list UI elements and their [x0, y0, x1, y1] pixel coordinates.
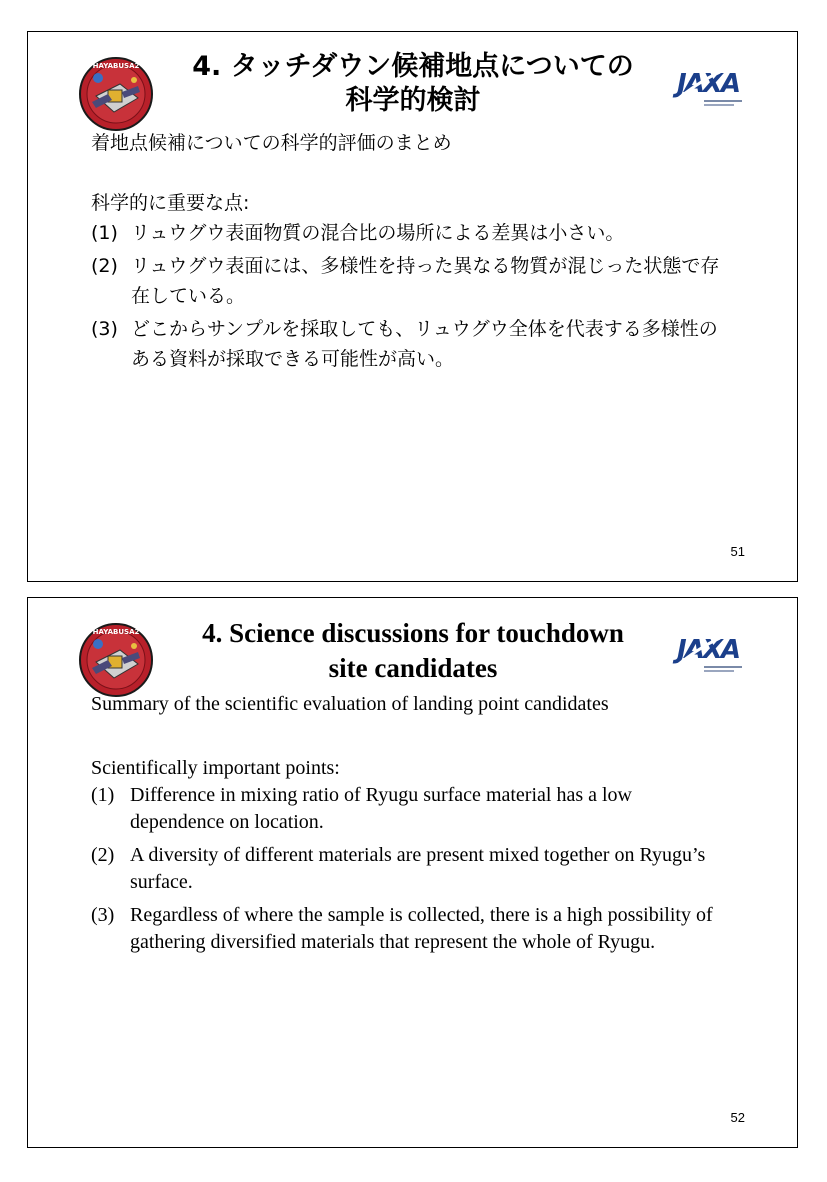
item-text: リュウグウ表面物質の混合比の場所による差異は小さい。: [131, 222, 625, 244]
jaxa-logo-lettering: JAXA: [677, 69, 739, 99]
slide-body: [91, 690, 731, 962]
item-number: (3): [91, 904, 115, 926]
slide-body: [91, 128, 731, 377]
slide-title-line1: 4. Science discussions for touchdown: [202, 618, 624, 648]
patch-lettering: HAYABUSA2: [92, 628, 140, 636]
item-number: (2): [91, 844, 115, 866]
hayabusa2-mission-patch: [78, 622, 154, 698]
slide-title-line2: site candidates: [328, 653, 498, 683]
list-item: [91, 902, 731, 956]
page-number: 52: [730, 1110, 745, 1125]
item-text: リュウグウ表面には、多様性を持った異なる物質が混じった状態で存在している。: [131, 255, 720, 307]
hayabusa2-mission-patch: [78, 56, 154, 132]
item-text: どこからサンプルを採取しても、リュウグウ全体を代表する多様性のある資料が採取できる可能性が高い。: [131, 318, 718, 370]
item-number: (1): [91, 784, 115, 806]
list-item: [91, 251, 731, 311]
points-heading: 科学的に重要な点:: [91, 192, 250, 214]
slide-english: [27, 597, 798, 1148]
list-item: [91, 782, 731, 836]
item-text: Difference in mixing ratio of Ryugu surface material has a low dependence on location.: [130, 784, 632, 833]
slide-title: [148, 50, 678, 118]
jaxa-logo: [668, 628, 748, 678]
slide-japanese: [27, 31, 798, 582]
list-item: [91, 218, 731, 248]
jaxa-logo: [668, 62, 748, 112]
item-text: A diversity of different materials are present mixed together on Ryugu’s surface.: [130, 844, 706, 893]
list-item: [91, 314, 731, 374]
summary-text: Summary of the scientific evaluation of landing point candidates: [91, 693, 609, 715]
item-number: (3): [91, 318, 118, 340]
item-number: (1): [91, 222, 118, 244]
item-number: (2): [91, 255, 118, 277]
page-number: 51: [730, 544, 745, 559]
summary-text: 着地点候補についての科学的評価のまとめ: [91, 132, 452, 154]
patch-lettering: HAYABUSA2: [92, 62, 140, 70]
slide-title-line1: 4. タッチダウン候補地点についての: [192, 51, 634, 82]
slide-title-line2: 科学的検討: [345, 85, 481, 116]
points-heading: Scientifically important points:: [91, 757, 340, 779]
list-item: [91, 842, 731, 896]
jaxa-logo-lettering: JAXA: [677, 635, 739, 665]
slide-title: [148, 616, 678, 686]
item-text: Regardless of where the sample is collected, there is a high possibility of gathering diversified materials that represent the whole of Ryugu.: [130, 904, 713, 953]
